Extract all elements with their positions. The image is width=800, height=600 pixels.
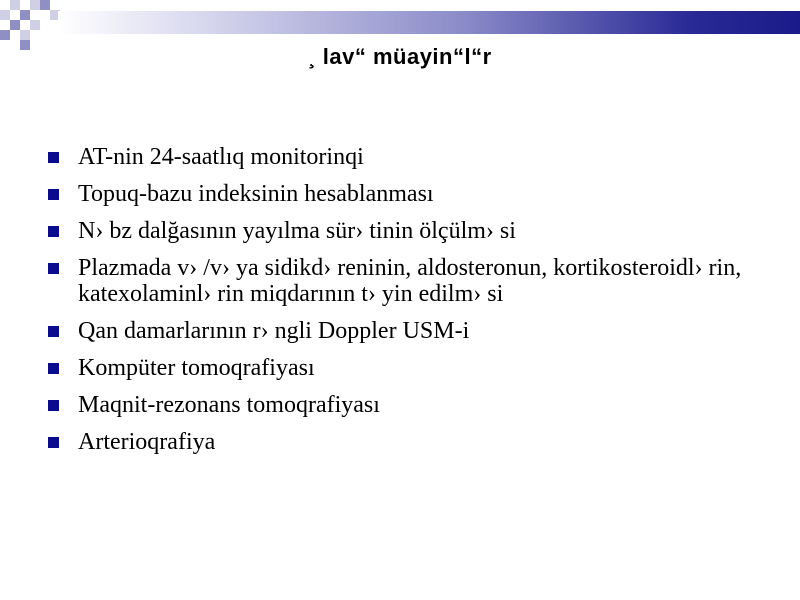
list-item: [46, 181, 766, 207]
square-bullet-icon: [48, 437, 59, 448]
square-bullet-icon: [48, 400, 59, 411]
list-item-text: Maqnit-rezonans tomoqrafiyası: [78, 392, 380, 418]
list-item-text: N› bz dalğasının yayılma sür› tinin ölçülm› si: [78, 218, 516, 244]
list-item: [46, 218, 766, 244]
bullet-list: [46, 144, 766, 466]
list-item: [46, 255, 766, 307]
list-item: [46, 392, 766, 418]
list-item-text: AT-nin 24-saatlıq monitorinqi: [78, 144, 364, 170]
list-item-text: Plazmada v› /v› ya sidikd› reninin, aldosteronun, kortikosteroidl› rin, katexolaminl› rin miqdarının t› yin edilm› si: [78, 255, 742, 307]
list-item-text: Kompüter tomoqrafiyası: [78, 355, 315, 381]
list-item: [46, 144, 766, 170]
list-item-text: Arterioqrafiya: [78, 429, 216, 455]
list-item-text: Topuq-bazu indeksinin hesablanması: [78, 181, 434, 207]
list-item-text: Qan damarlarının r› ngli Doppler USM-i: [78, 318, 470, 344]
square-bullet-icon: [48, 326, 59, 337]
list-item: [46, 429, 766, 455]
square-bullet-icon: [48, 226, 59, 237]
square-bullet-icon: [48, 152, 59, 163]
square-bullet-icon: [48, 189, 59, 200]
square-bullet-icon: [48, 263, 59, 274]
list-item: [46, 355, 766, 381]
slide-title: ¸ lav“ müayin“l“r: [308, 44, 492, 69]
decorative-gradient-bar: [58, 11, 800, 34]
list-item: [46, 318, 766, 344]
square-bullet-icon: [48, 363, 59, 374]
